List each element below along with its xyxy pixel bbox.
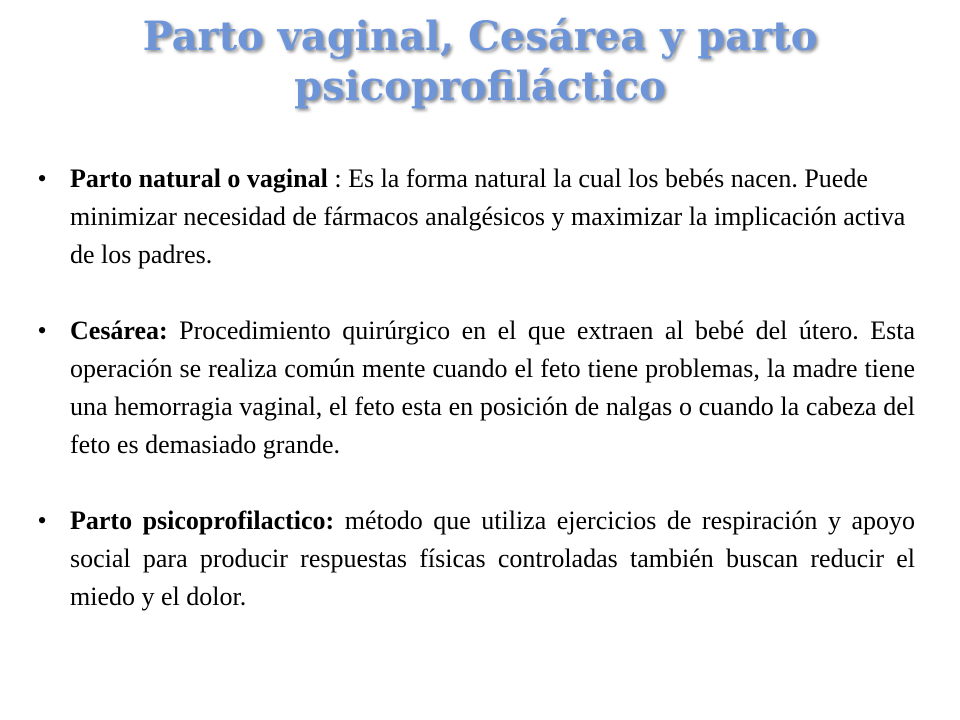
slide-title-line2: psicoprofiláctico	[294, 63, 666, 110]
slide-title-line1: Parto vaginal, Cesárea y parto	[142, 13, 818, 60]
bullet-item-parto-vaginal	[30, 160, 915, 274]
bullet-text: método que utiliza ejercicios de respiración y apoyo social para producir respuestas físicas controladas también buscan reducir el miedo y el dolor.	[70, 506, 915, 611]
bullet-item-psicoprofilactico	[30, 502, 915, 616]
bullet-term: Parto psicoprofilactico:	[70, 506, 335, 535]
bullet-dot-icon: •	[37, 506, 47, 535]
bullet-item-cesarea	[30, 312, 915, 464]
bullet-term: Parto natural o vaginal	[70, 164, 328, 193]
bullet-dot-icon: •	[37, 164, 47, 193]
bullet-text: : Es la forma natural la cual los bebés nacen. Puede minimizar necesidad de fármacos analgésicos y maximizar la implicación activa de los padres.	[70, 164, 906, 269]
bullet-list	[30, 160, 915, 616]
slide-title	[60, 12, 900, 112]
bullet-term: Cesárea:	[70, 316, 168, 345]
bullet-dot-icon: •	[37, 316, 47, 345]
bullet-text: Procedimiento quirúrgico en el que extraen al bebé del útero. Esta operación se realiza común mente cuando el feto tiene problemas, la madre tiene una hemorragia vaginal, el feto esta en posición de nalgas o cuando la cabeza del feto es demasiado grande.	[70, 316, 915, 459]
